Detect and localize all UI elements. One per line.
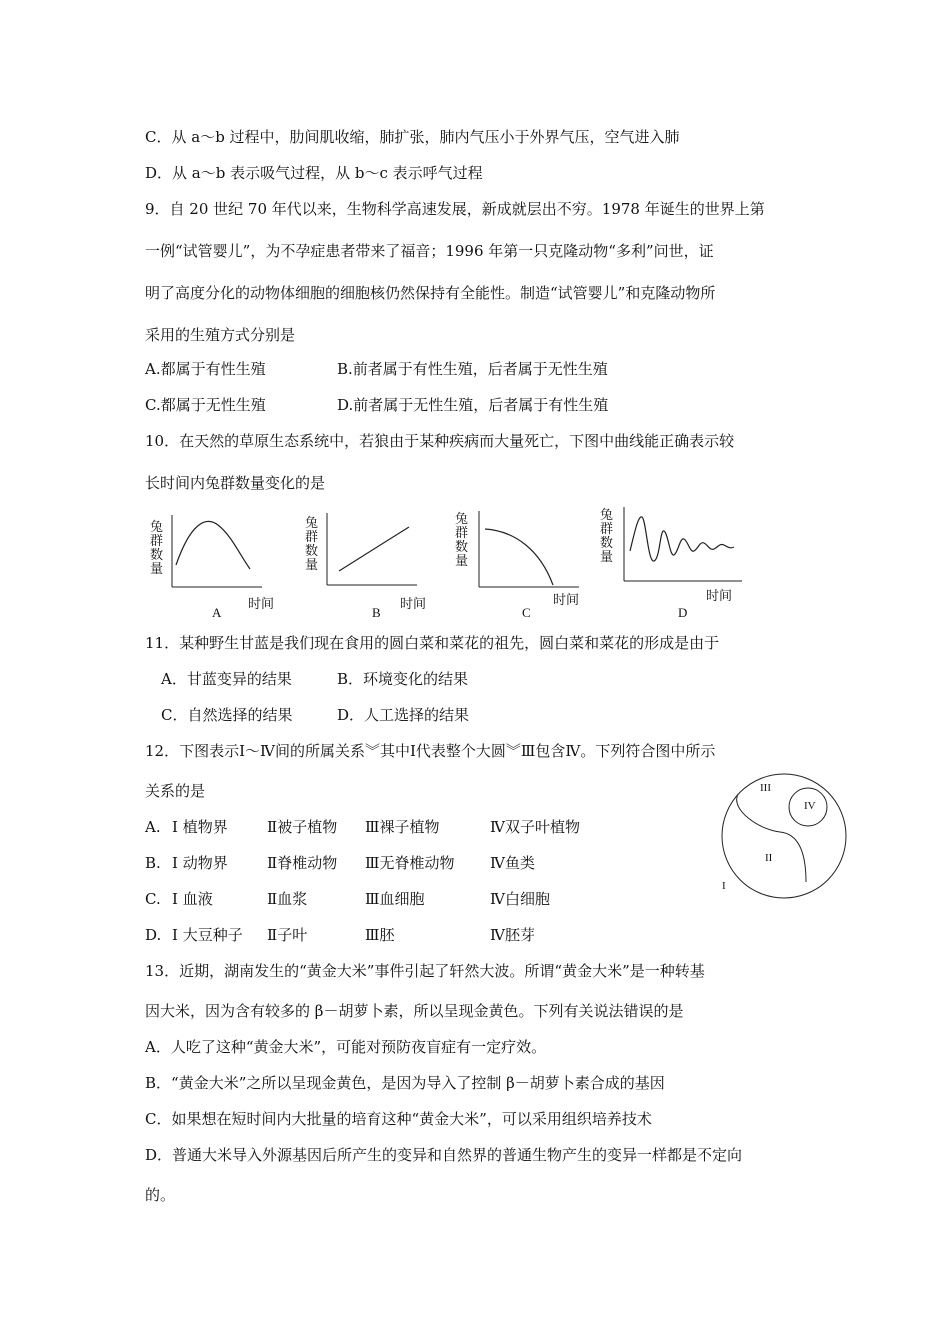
q12-c-i: Ⅰ 血液 <box>172 890 213 908</box>
q13-option-c: C．如果想在短时间内大批量的培育这种“黄金大米”，可以采用组织培养技术 <box>145 1110 652 1128</box>
q12-a-iii: Ⅲ裸子植物 <box>365 818 440 836</box>
q9-stem-line2: 一例“试管婴儿”，为不孕症患者带来了福音；1996 年第一只克隆动物“多利”问世，证 <box>145 242 714 260</box>
q11-option-c: C．自然选择的结果 <box>161 706 293 724</box>
q9-stem-line1: 9．自 20 世纪 70 年代以来，生物科学高速发展，新成就层出不穷。1978 年诞生的世界上第 <box>145 200 765 218</box>
venn-svg <box>710 770 850 900</box>
graph-c <box>455 505 605 623</box>
graph-a-plot <box>150 505 300 623</box>
graph-d-xlabel: 时间 <box>706 589 733 604</box>
q12-stem-line1: 12．下图表示Ⅰ～Ⅳ间的所属关系︾其中Ⅰ代表整个大圆︾Ⅲ包含Ⅳ。下列符合图中所示 <box>145 742 716 760</box>
q9-stem-line4: 采用的生殖方式分别是 <box>145 326 296 344</box>
q12-b-iv: Ⅳ鱼类 <box>490 854 535 872</box>
venn-diagram <box>710 770 850 900</box>
q12-a-i: Ⅰ 植物界 <box>172 818 228 836</box>
q12-b-ii: Ⅱ脊椎动物 <box>267 854 338 872</box>
graph-c-curve <box>485 529 553 585</box>
q13-option-b: B．“黄金大米”之所以呈现金黄色，是因为导入了控制 β－胡萝卜素合成的基因 <box>145 1074 665 1092</box>
q12-c-iv: Ⅳ白细胞 <box>490 890 550 908</box>
q11-option-a: A．甘蓝变异的结果 <box>161 670 292 688</box>
graph-b-xlabel: 时间 <box>400 597 427 612</box>
q12-stem-line2: 关系的是 <box>145 782 206 800</box>
q12-d-ii: Ⅱ子叶 <box>267 926 308 944</box>
graph-a <box>150 505 300 623</box>
venn-boundary-ii-iii <box>737 794 806 882</box>
q9-option-c: C.都属于无性生殖 <box>145 396 266 414</box>
venn-label-iv: IV <box>804 800 816 812</box>
q13-stem-line1: 13．近期，湖南发生的“黄金大米”事件引起了轩然大波。所谓“黄金大米”是一种转基 <box>145 962 705 980</box>
graph-b <box>305 505 455 623</box>
q12-b-i: Ⅰ 动物界 <box>172 854 228 872</box>
graph-a-letter: A <box>212 605 222 620</box>
graph-d-letter: D <box>678 605 688 620</box>
q13-stem-line2: 因大米，因为含有较多的 β－胡萝卜素，所以呈现金黄色。下列有关说法错误的是 <box>145 1002 684 1020</box>
graph-c-xlabel: 时间 <box>553 593 580 608</box>
graph-d-plot <box>600 505 750 623</box>
graph-c-ylabel: 兔群数量 <box>455 512 469 569</box>
q12-c-ii: Ⅱ血浆 <box>267 890 308 908</box>
q9-option-b: B.前者属于有性生殖，后者属于无性生殖 <box>337 360 608 378</box>
q13-option-d-line1: D．普通大米导入外源基因后所产生的变异和自然界的普通生物产生的变异一样都是不定向 <box>145 1146 743 1164</box>
graph-b-ylabel: 兔群数量 <box>305 516 319 573</box>
q12-d-i: Ⅰ 大豆种子 <box>172 926 243 944</box>
q12-a-iv: Ⅳ双子叶植物 <box>490 818 580 836</box>
q9-stem-line3: 明了高度分化的动物体细胞的细胞核仍然保持有全能性。制造“试管婴儿”和克隆动物所 <box>145 284 716 302</box>
graph-b-curve <box>339 527 409 571</box>
q13-option-a: A．人吃了这种“黄金大米”，可能对预防夜盲症有一定疗效。 <box>145 1038 547 1056</box>
graph-d-ylabel: 兔群数量 <box>600 508 614 565</box>
venn-circle-i <box>722 774 846 898</box>
q10-stem-line2: 长时间内兔群数量变化的是 <box>145 474 326 492</box>
graph-a-ylabel: 兔群数量 <box>150 520 164 577</box>
q12-a-letter: A. <box>145 818 161 836</box>
venn-label-iii: III <box>760 782 771 794</box>
q13-option-d-line2: 的。 <box>145 1186 176 1204</box>
venn-label-ii: II <box>765 852 773 864</box>
graph-a-curve <box>176 521 250 569</box>
q9-option-a: A.都属于有性生殖 <box>145 360 266 378</box>
graph-c-letter: C <box>522 605 531 620</box>
q12-b-letter: B. <box>145 854 161 872</box>
q12-b-iii: Ⅲ无脊椎动物 <box>365 854 455 872</box>
q8-option-c: C．从 a～b 过程中，肋间肌收缩，肺扩张，肺内气压小于外界气压，空气进入肺 <box>145 128 680 146</box>
q10-stem-line1: 10．在天然的草原生态系统中，若狼由于某种疾病而大量死亡，下图中曲线能正确表示较 <box>145 432 735 450</box>
q11-option-b: B．环境变化的结果 <box>337 670 469 688</box>
q11-stem: 11．某种野生甘蓝是我们现在食用的圆白菜和菜花的祖先，圆白菜和菜花的形成是由于 <box>145 634 720 652</box>
graph-a-xlabel: 时间 <box>248 597 275 612</box>
q12-a-ii: Ⅱ被子植物 <box>267 818 338 836</box>
graph-d-curve <box>630 517 734 561</box>
graph-d <box>600 505 750 623</box>
q12-d-letter: D. <box>145 926 162 944</box>
q12-d-iii: Ⅲ胚 <box>365 926 395 944</box>
q12-c-letter: C. <box>145 890 161 908</box>
venn-label-i: I <box>722 880 726 892</box>
q9-option-d: D.前者属于无性生殖，后者属于有性生殖 <box>337 396 609 414</box>
graph-b-letter: B <box>372 605 381 620</box>
q8-option-d: D．从 a～b 表示吸气过程，从 b～c 表示呼气过程 <box>145 164 483 182</box>
q12-c-iii: Ⅲ血细胞 <box>365 890 425 908</box>
q11-option-d: D．人工选择的结果 <box>337 706 470 724</box>
q12-d-iv: Ⅳ胚芽 <box>490 926 535 944</box>
